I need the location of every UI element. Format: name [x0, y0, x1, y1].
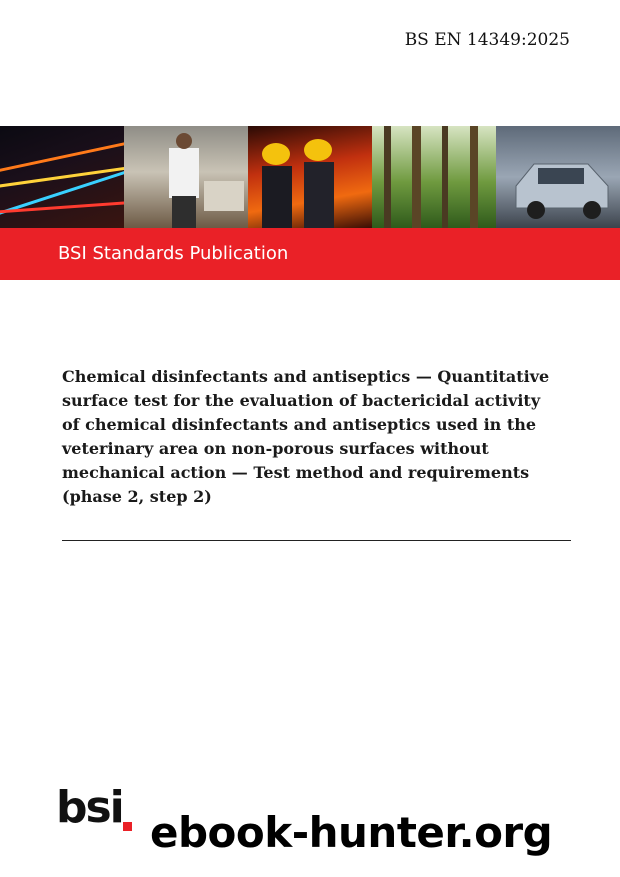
watermark-text: ebook-hunter.org [150, 808, 553, 857]
bsi-logo: bsi [56, 782, 123, 833]
bsi-logo-dot [123, 822, 132, 831]
standard-number: BS EN 14349:2025 [404, 30, 570, 50]
publication-type-label: BSI Standards Publication [58, 243, 289, 264]
firefighters-photo [248, 126, 372, 228]
forest-photo [372, 126, 496, 228]
title-divider [62, 540, 571, 541]
document-title: Chemical disinfectants and antiseptics — Quantitative surface test for the evaluation of bactericidal activity of chemical disinfectants and antiseptics used in the veterinary area on non-porous surfaces without mechanical action — Test method and requirements (phase 2, step 2) [62, 367, 550, 506]
factory-worker-photo [124, 126, 248, 228]
car-photo [496, 126, 620, 228]
publication-banner [0, 228, 620, 280]
cover-photo-strip [0, 126, 620, 228]
light-trails-photo [0, 126, 124, 228]
